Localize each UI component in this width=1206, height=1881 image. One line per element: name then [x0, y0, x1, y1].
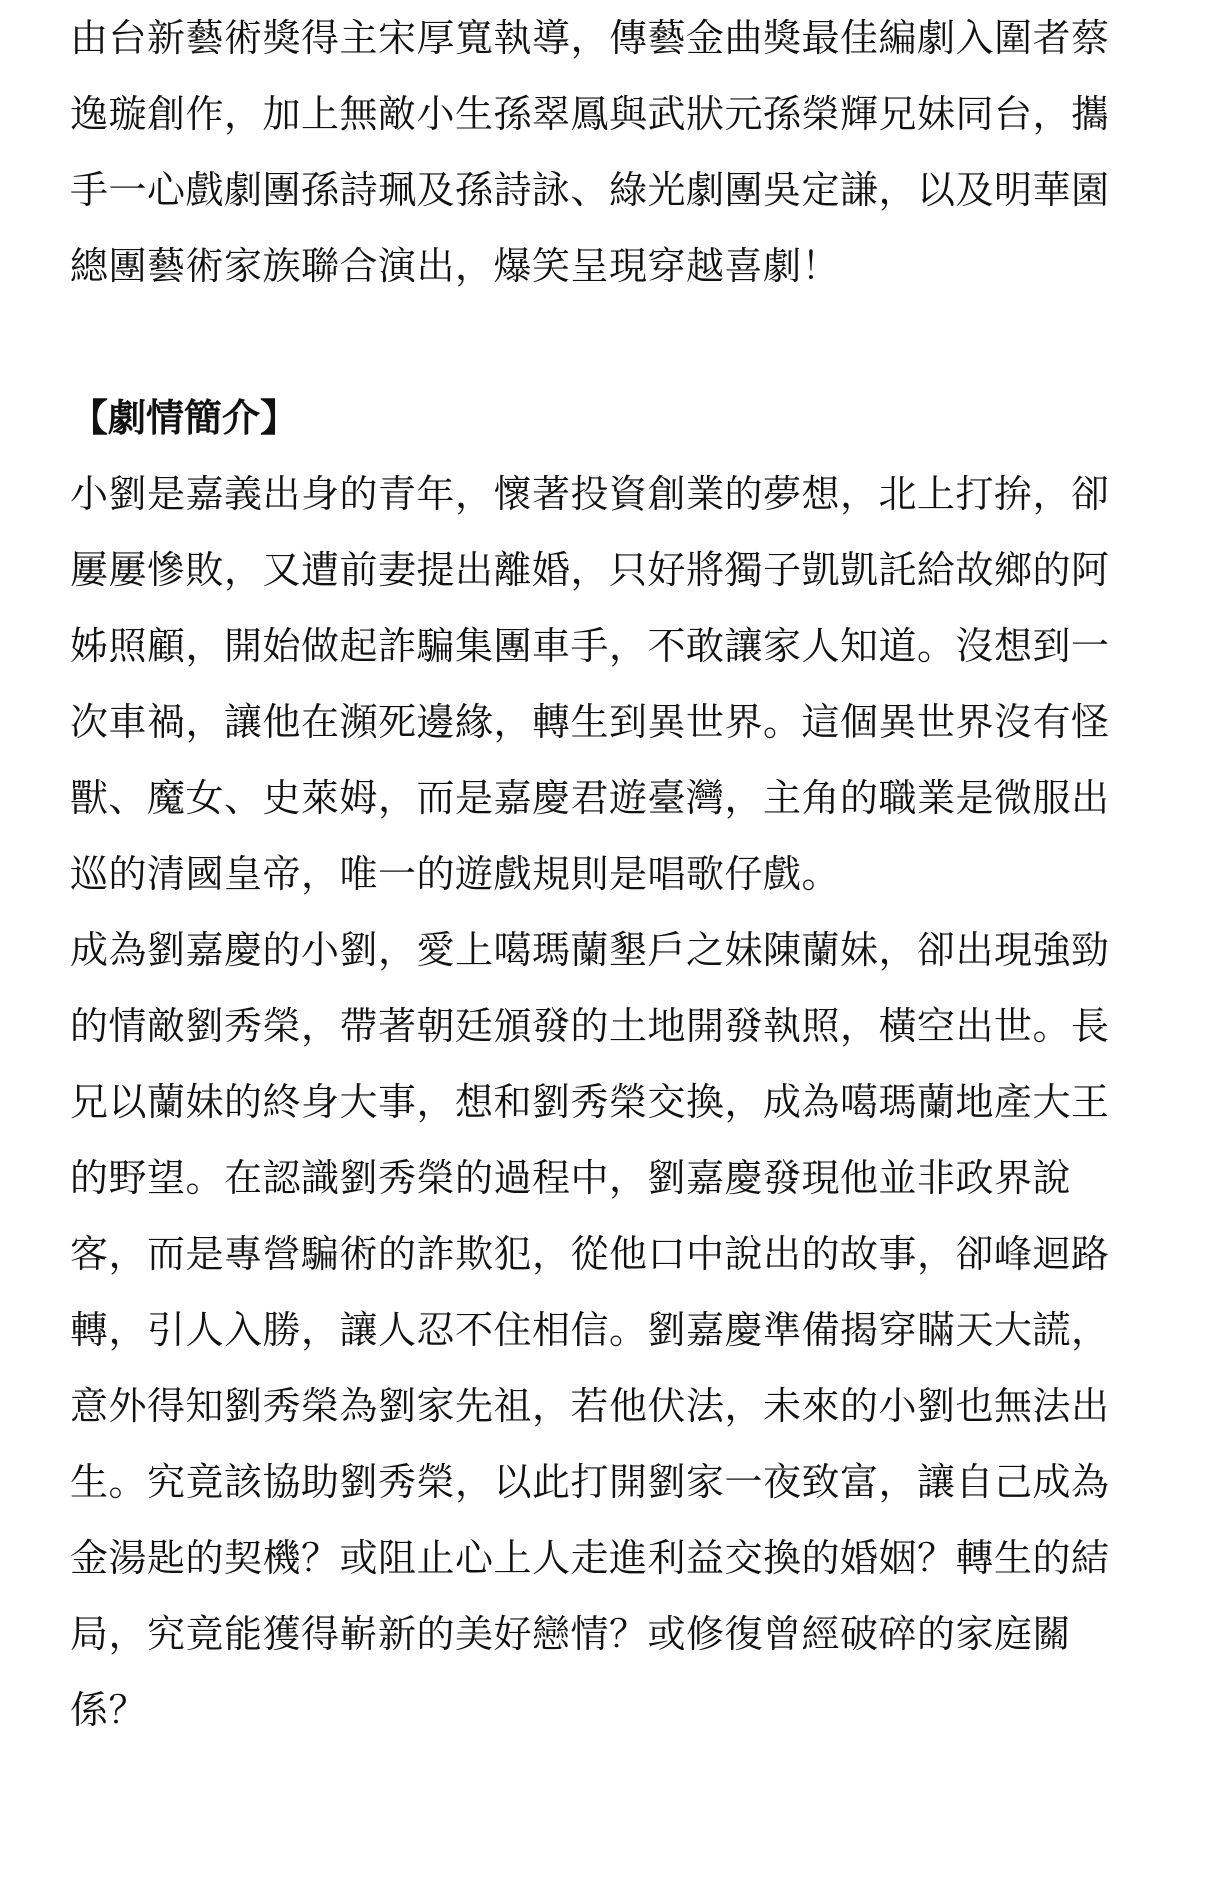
synopsis-paragraph-2: 成為劉嘉慶的小劉，愛上噶瑪蘭墾戶之妹陳蘭妹，卻出現強勁的情敵劉秀榮，帶著朝廷頒發的土地開發執照，橫空出世。長兄以蘭妹的終身大事，想和劉秀榮交換，成為噶瑪蘭地產大王的野望。在認識劉秀榮的過程中，劉嘉慶發現他並非政界說客，而是專營騙術的詐欺犯，從他口中說出的故事，卻峰迴路轉，引人入勝，讓人忍不住相信。劉嘉慶準備揭穿瞞天大謊，意外得知劉秀榮為劉家先祖，若他伏法，未來的小劉也無法出生。究竟該協助劉秀榮，以此打開劉家一夜致富，讓自己成為金湯匙的契機？或阻止心上人走進利益交換的婚姻？轉生的結局，究竟能獲得嶄新的美好戀情？或修復曾經破碎的家庭關係？ [70, 928, 1110, 1732]
synopsis-paragraph-1: 小劉是嘉義出身的青年，懷著投資創業的夢想，北上打拚，卻屢屢慘敗，又遭前妻提出離婚，只好將獨子凱凱託給故鄉的阿姊照顧，開始做起詐騙集團車手，不敢讓家人知道。沒想到一次車禍，讓他在瀕死邊緣，轉生到異世界。這個異世界沒有怪獸、魔女、史萊姆，而是嘉慶君遊臺灣，主角的職業是微服出巡的清國皇帝，唯一的遊戲規則是唱歌仔戲。 [70, 472, 1110, 896]
article-body [70, 0, 1136, 1748]
intro-paragraph: 由台新藝術獎得主宋厚寬執導，傳藝金曲獎最佳編劇入圍者蔡逸璇創作，加上無敵小生孫翠鳳與武狀元孫榮輝兄妹同台，攜手一心戲劇團孫詩珮及孫詩詠、綠光劇團吳定謙，以及明華園總團藝術家族聯合演出，爆笑呈現穿越喜劇！ [70, 16, 1110, 288]
synopsis-heading: 【劇情簡介】 [70, 396, 299, 440]
